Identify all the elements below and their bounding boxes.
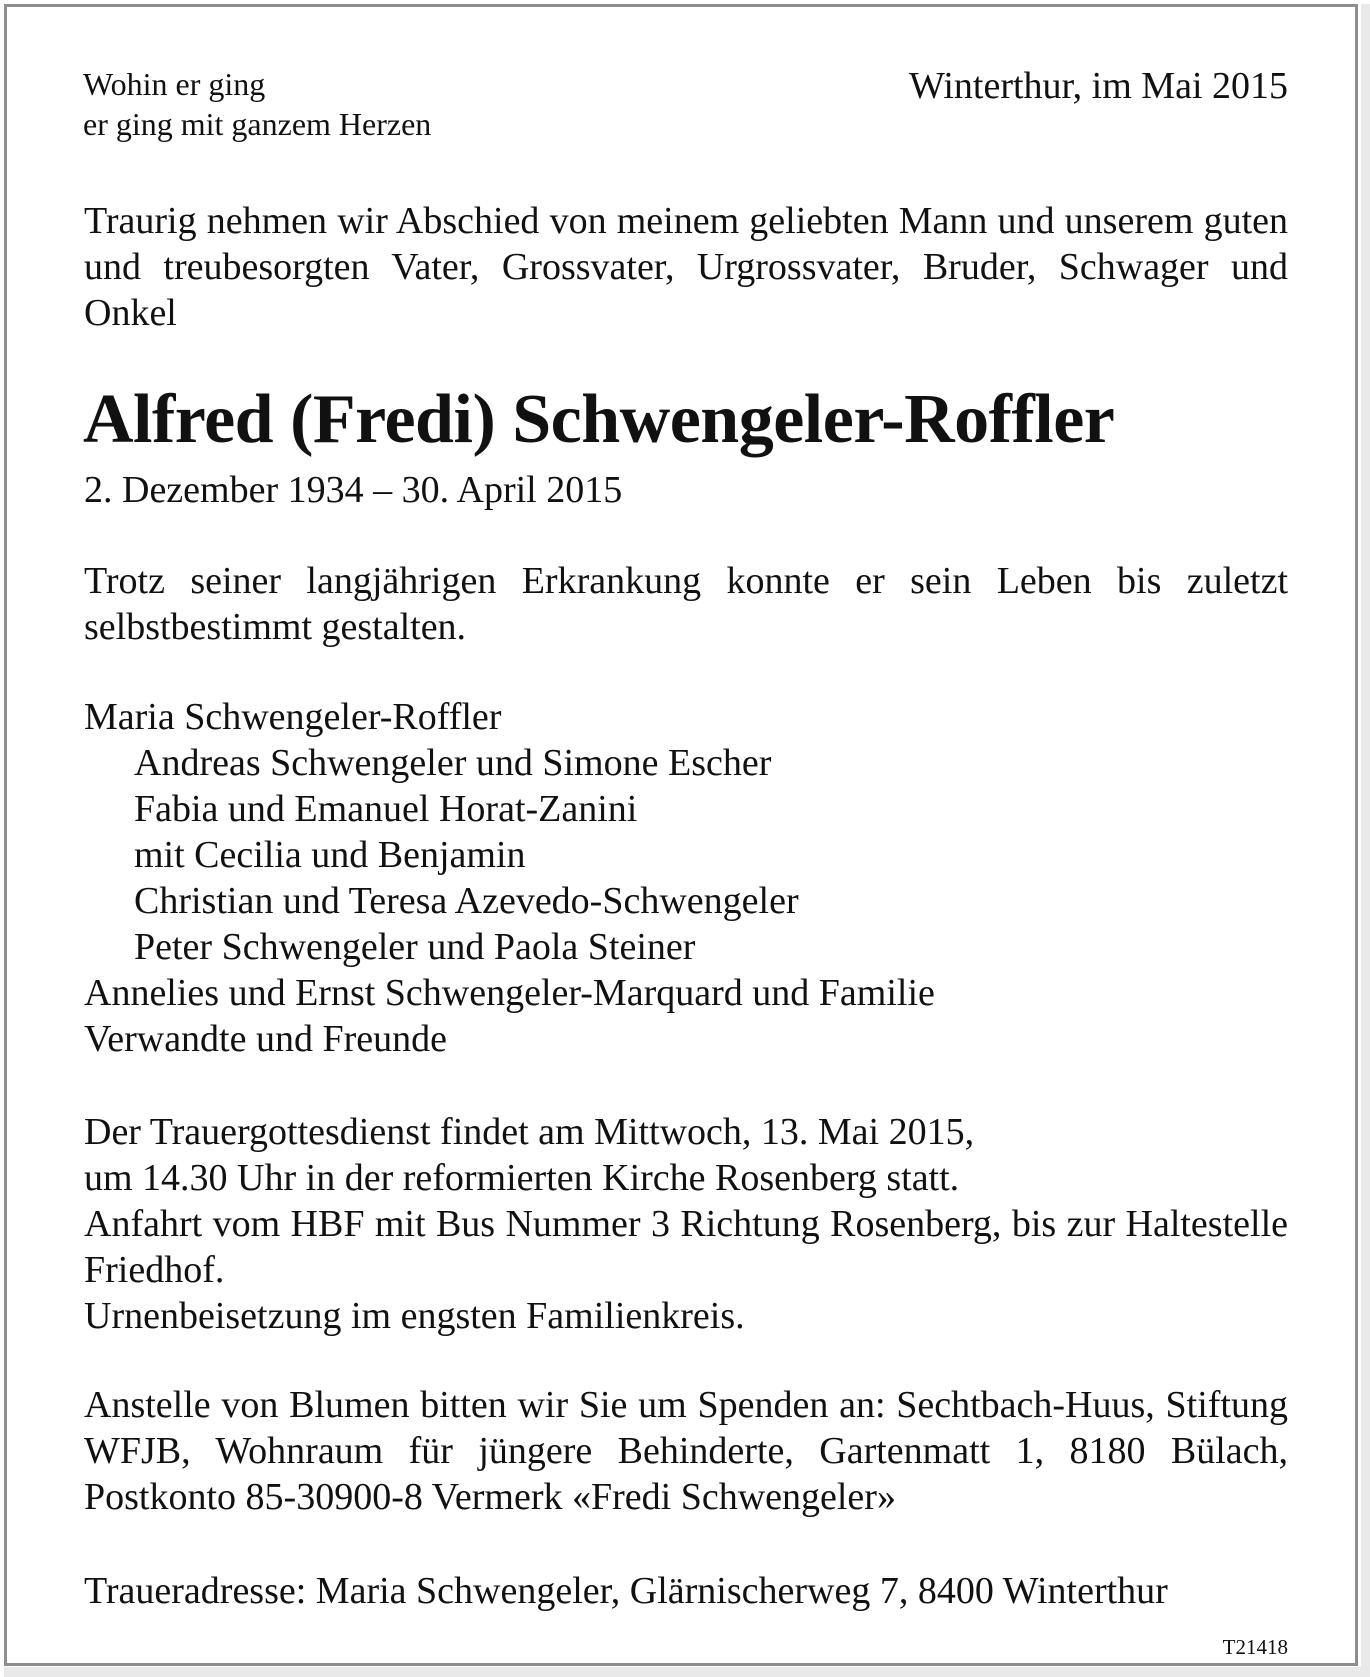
motto-line-1: Wohin er ging bbox=[83, 66, 266, 102]
mourner-line: Christian und Teresa Azevedo-Schwengeler bbox=[134, 880, 799, 922]
service-line-1: Der Trauergottesdienst findet am Mittwoch, 13. Mai 2015, bbox=[84, 1111, 975, 1153]
reference-code: T21418 bbox=[1222, 1635, 1288, 1659]
mourner-line: Verwandte und Freunde bbox=[84, 1018, 448, 1060]
mourner-line: Peter Schwengeler und Paola Steiner bbox=[134, 926, 696, 968]
frame-shadow-bottom bbox=[4, 1667, 1370, 1677]
service-directions: Anfahrt vom HBF mit Bus Nummer 3 Richtung Rosenberg, bis zur Haltestelle Friedhof. bbox=[84, 1203, 1288, 1291]
donation-note: Anstelle von Blumen bitten wir Sie um Spenden an: Sechtbach-Huus, Stiftung WFJB, Wohnraum für jüngere Behinderte, Gartenmatt 1, 8180 Bülach, Postkonto 85-30900-8 Vermerk «Fredi Schwengeler» bbox=[84, 1384, 1288, 1518]
service-info bbox=[84, 1109, 1288, 1339]
service-line-2: um 14.30 Uhr in der reformierten Kirche Rosenberg statt. bbox=[84, 1157, 960, 1199]
mourner-line: Annelies und Ernst Schwengeler-Marquard und Familie bbox=[84, 972, 935, 1014]
illness-note: Trotz seiner langjährigen Erkrankung konnte er sein Leben bis zuletzt selbstbestimmt gestalten. bbox=[84, 560, 1288, 648]
burial-note: Urnenbeisetzung im engsten Familienkreis. bbox=[84, 1295, 745, 1337]
mourner-line: Andreas Schwengeler und Simone Escher bbox=[134, 742, 772, 784]
mourner-line: Fabia und Emanuel Horat-Zanini bbox=[134, 788, 638, 830]
motto bbox=[83, 64, 431, 144]
mourner-line: mit Cecilia und Benjamin bbox=[134, 834, 526, 876]
mourner-line: Maria Schwengeler-Roffler bbox=[84, 696, 502, 738]
intro-text: Traurig nehmen wir Abschied von meinem geliebten Mann und unserem guten und treubesorgten Vater, Grossvater, Urgrossvater, Bruder, Schwager und Onkel bbox=[84, 200, 1288, 334]
place-date: Winterthur, im Mai 2015 bbox=[909, 65, 1288, 107]
deceased-name: Alfred (Fredi) Schwengeler-Roffler bbox=[83, 381, 1115, 458]
mourners-list bbox=[84, 694, 1288, 1062]
motto-line-2: er ging mit ganzem Herzen bbox=[83, 106, 432, 142]
frame-shadow-right bbox=[1361, 4, 1370, 1677]
life-dates: 2. Dezember 1934 – 30. April 2015 bbox=[84, 469, 623, 511]
mourning-address: Traueradresse: Maria Schwengeler, Glärnischerweg 7, 8400 Winterthur bbox=[84, 1570, 1168, 1612]
